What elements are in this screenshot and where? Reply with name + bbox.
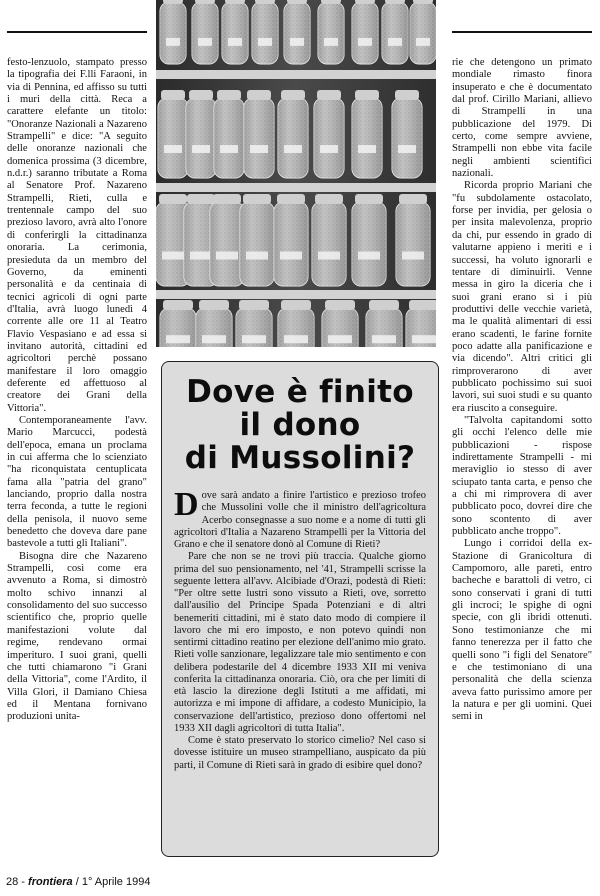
seed-jar-14 [278,90,308,178]
seed-jar-7 [352,0,378,64]
seed-jar-9 [410,0,436,64]
seed-jar-4 [252,0,278,64]
article-box [161,361,439,857]
footer-separator-2: / [72,876,82,888]
seed-jar-10 [158,90,188,178]
seed-jar-16 [352,90,382,178]
seed-jar-29 [278,300,314,347]
headline-line-1: Dove è finito [186,374,414,410]
shelf-3 [156,290,436,299]
right-paragraph-4: Lungo i corridoi della ex-Stazione di Granicoltura di Campomoro, alle pareti, entro bacheche e barattoli di vetro, ci sono conservati i grani di tutti gli incroci; le spighe di ogni specie, con gli ibridi ottenuti. Sono testimonianze che mi fanno tenerezza per il fatto che quelli sono "i figli del Senatore" e che testimoniano di una personalità che della scienza aveva fatto purissimo amore per la natura e per gli uomini. Quei semi in [452,538,592,723]
seed-jar-31 [366,300,402,347]
seed-jar-28 [236,300,272,347]
left-column-top-rule [7,31,147,33]
seed-jars-illustration [156,0,436,347]
seed-jar-2 [192,0,218,64]
seed-jar-12 [214,90,244,178]
article-paragraph-1 [174,486,426,551]
page-number: 28 [6,876,19,888]
right-paragraph-3: "Talvolta capitandomi sotto gli occhi l'elenco delle mie pubblicazioni - rispose indirettamente Strampelli - mi meraviglio io stesso di aver sciupato tanta carta, e penso che a chi mi rimprovera di aver pubblicato poco, dovrei dire che sono scontento di aver pubblicato anche troppo". [452,414,592,538]
seed-jar-13 [244,90,274,178]
seed-jar-24 [352,194,386,286]
seed-jar-17 [392,90,422,178]
drop-cap: D [174,486,199,523]
issue-date: 1° Aprile 1994 [81,876,151,888]
left-paragraph-1: festo-lenzuolo, stampato presso la tipografia dei F.lli Faraoni, in via di Pennina, ed affisso su tutti i muri della città. Reca a carattere elefante un titolo: "Onoranze Nazionali a Nazareno Strampelli" e dice: "A seguito delle onoranze nazionali che domenica prossima (3 dicembre, n.d.r.) saranno tributate a Roma al Senatore Prof. Nazareno Strampelli, Rieti, culla e trentennale campo del suo prezioso lavoro, avrà alto l'onore di conferirgli la cittadinanza onoraria. La cerimonia, presieduta da un membro del Governo, da eminenti personalità e da centinaia di tecnici agricoli di ogni parte d'Italia, avrà luogo lunedì 4 corrente alle ore 11 al Teatro Flavio Vespasiano e ad essa si invitano autorità, cittadini ed agricoltori perchè possano manifestare il loro omaggio deferente ed affettuoso al creatore dei Grani della Vittoria". [7,57,147,414]
seed-jar-23 [312,194,346,286]
shelf-2 [156,183,436,192]
seed-jar-32 [406,300,436,347]
seed-jar-5 [284,0,310,64]
seed-jar-27 [196,300,232,347]
seed-jar-6 [318,0,344,64]
seed-jar-30 [322,300,358,347]
seed-jar-3 [222,0,248,64]
left-paragraph-3: Bisogna dire che Nazareno Strampelli, così come era avvenuto a Roma, si dimostrò molto schivo innanzi al consolidamento del suo successo scientifico che, proprio quelle manifestazioni volute dal regime, rendevano ormai imperituro. I suoi grani, quelli che tutti chiamarono "i Grani della Vittoria", come l'Ardito, il Villa Glori, il Damiano Chiesa ed il Mentana fornivano produzioni unita- [7,550,147,723]
right-paragraph-1: rie che detengono un primato mondiale rimasto finora insuperato e che è documentato dal prof. Cirillo Mariani, allievo di Strampelli in una pubblicazione del 1979. Di certo, come sempre avviene, Strampelli non ebbe vita facile negli ambienti scientifici nazionali. [452,57,592,180]
seed-jar-21 [240,194,274,286]
page-footer [6,876,150,888]
seed-jar-25 [396,194,430,286]
seed-jar-11 [186,90,216,178]
article-paragraph-2: Pare che non se ne trovi più traccia. Qualche giorno prima del suo pensionamento, nel '41, Strampelli scrisse la seguente lettera all'avv. Alcibiade d'Orazi, podestà di Rieti: "Per oltre sette lustri sono vissuto a Rieti, ove, sorretto dall'ausilio del Principe Spada Potenziani e di altri benemeriti cittadini, mi è stato dato modo di compiere il lavoro che mi ero imposto, e non potevo quindi non sentirmi cittadino reatino per elezione dell'animo mio grato. Rieti volle sanzionare, legalizzare tale mio sentimento e con delibera podestarile del 4 dicembre 1933 XII mi veniva conferita la cittadinanza onoraria. Ciò, ora che per limiti di età lascio la direzione degli Istituti a me affidati, mi autorizza e mi impone di affidare, a codesto Municipio, la conservazione dell'artistico, prezioso dono offertomi nel 1933 XII dagli agricoltori di tutta Italia". [174,551,426,734]
left-paragraph-2: Contemporaneamente l'avv. Mario Marcucci, podestà dell'epoca, emana un proclama in cui afferma che lo scienziato "ha riconquistata centuplicata fama alla "patria del grano" lanciando, proprio dalla nostra terra feconda, a tutte le regioni della penisola, il nuovo seme benedetto che doveva dare pane bastevole a tutti gli Italiani". [7,414,147,550]
article-paragraph-3: Come è stato preservato lo storico cimelio? Nel caso si dovesse istituire un museo strampelliano, auspicato da più parti, il Comune di Rieti sarà in grado di esibire quel dono? [174,735,426,771]
article-headline [162,376,438,475]
seed-jar-22 [274,194,308,286]
seed-jar-26 [160,300,196,347]
seed-jar-15 [314,90,344,178]
magazine-name: frontiera [28,876,73,888]
footer-separator-1: - [18,876,29,888]
article-body [174,486,426,772]
seed-jars-photo [156,0,436,347]
seed-jar-1 [160,0,186,64]
article-paragraph-1-text: ove sarà andato a finire l'artistico e prezioso trofeo che Mussolini volle che il ministro dell'agricoltura Acerbo consegnasse a suo nome e a nome di tutti gli agricoltori d'Italia a Nazareno Strampelli per la Vittoria del Grano e che il senatore donò al Comune di Rieti? [174,490,426,550]
right-paragraph-2: Ricorda proprio Mariani che "fu subdolamente ostacolato, forse per invidia, per gelosia o per insita malevolenza, proprio da chi, pur essendo in grado di valutarne appieno i meriti e i successi, ha voluto ignorarli e tentare di diminuirli. Venne messa in giro la diceria che i suoi grani erano sì i più produttivi delle vecchie varietà, ma le qualità alimentari di essi erano scadenti, le farine fornite poco adatte alla panificazione e via dicendo". Altri critici gli rimproverarono di aver pubblicato pochissimo sui suoi lavori, sui suoi studi e su quanto era riuscito a conseguire. [452,180,592,414]
left-column [7,57,147,724]
seed-jar-20 [210,194,244,286]
headline-line-3: di Mussolini? [184,440,416,476]
right-column-top-rule [452,31,592,33]
seed-jar-8 [382,0,408,64]
headline-line-2: il dono [239,407,361,443]
right-column [452,57,592,724]
shelf-1 [156,70,436,79]
